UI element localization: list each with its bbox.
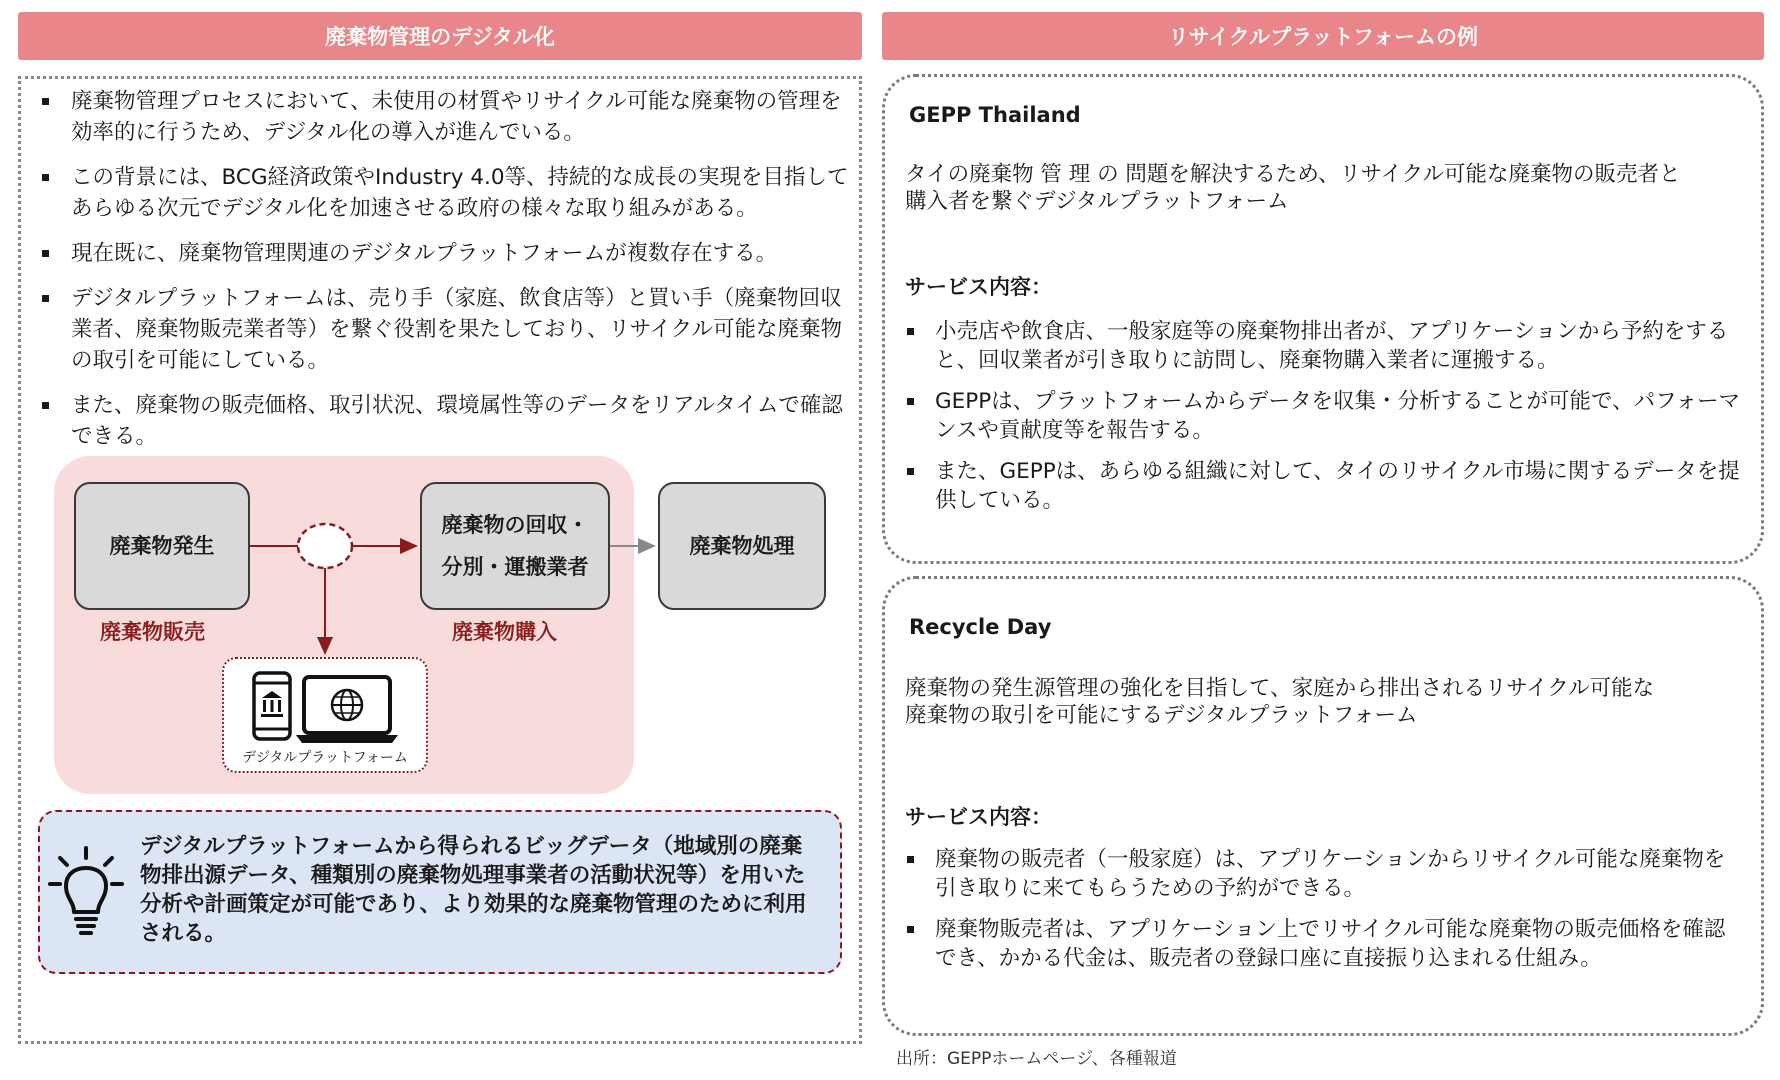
card-recycle-day [882,576,1764,1036]
list-item [905,457,1745,515]
insight-text: デジタルプラットフォームから得られるビッグデータ（地域別の廃棄物排出源データ、種類別の廃棄物処理事業者の活動状況等）を用いた分析や計画策定が可能であり、より効果的な廃棄物管理のために利用される。 [140,834,807,946]
flow-box-label: 廃棄物発生 [109,534,215,558]
right-section-header: リサイクルプラットフォームの例 [882,12,1764,60]
flow-box-label: 廃棄物の回収・ [441,513,589,537]
insight-box [38,810,842,974]
bullet-square-icon [907,926,914,933]
card-description-line: 購入者を繋ぐデジタルプラットフォーム [905,189,1289,214]
bullet-text: 廃棄物管理プロセスにおいて、未使用の材質やリサイクル可能な廃棄物の管理を効率的に行うため、デジタル化の導入が進んでいる。 [71,89,842,145]
flow-box-processing [658,482,826,610]
services-list [905,317,1745,527]
flow-box-collection [420,482,610,610]
list-item [905,845,1745,903]
services-label: サービス内容： [905,805,1052,829]
card-description [905,675,1735,729]
bullet-square-icon [42,250,49,257]
bullet-square-icon [907,856,914,863]
list-item [38,390,858,452]
bullet-square-icon [907,398,914,405]
flow-box-label: 分別・運搬業者 [441,555,589,579]
flow-label-sell: 廃棄物販売 [100,620,205,644]
bullet-square-icon [42,98,49,105]
services-label: サービス内容： [905,275,1052,299]
bullet-square-icon [907,468,914,475]
left-bullet-list [38,86,858,466]
digital-platform-box [222,657,428,773]
card-description-line: 廃棄物の取引を可能にするデジタルプラットフォーム [905,703,1418,728]
bullet-text: また、廃棄物の販売価格、取引状況、環境属性等のデータをリアルタイムで確認できる。 [71,393,843,449]
card-description [905,161,1735,215]
list-item [38,238,858,269]
bullet-square-icon [907,328,914,335]
left-section-header: 廃棄物管理のデジタル化 [18,12,862,60]
list-item [38,162,858,224]
service-text: 廃棄物販売者は、アプリケーション上でリサイクル可能な廃棄物の販売価格を確認でき、かかる代金は、販売者の登録口座に直接振り込まれる仕組み。 [935,917,1726,971]
services-list [905,845,1745,985]
service-text: 小売店や飲食店、一般家庭等の廃棄物排出者が、アプリケーションから予約をすると、回収業者が引き取りに訪問し、廃棄物購入業者に運搬する。 [935,319,1729,373]
card-title: GEPP Thailand [909,103,1081,127]
list-item [905,387,1745,445]
phone-bank-icon [254,673,290,739]
list-item [905,915,1745,973]
bullet-text: デジタルプラットフォームは、売り手（家庭、飲食店等）と買い手（廃棄物回収業者、廃棄物販売業者等）を繋ぐ役割を果たしており、リサイクル可能な廃棄物の取引を可能にしている。 [71,286,842,373]
bullet-text: この背景には、BCG経済政策やIndustry 4.0等、持続的な成長の実現を目指してあらゆる次元でデジタル化を加速させる政府の様々な取り組みがある。 [71,165,849,221]
source-note: 出所：GEPPホームページ、各種報道 [896,1049,1177,1069]
flow-label-buy: 廃棄物購入 [452,620,557,644]
bullet-text: 現在既に、廃棄物管理関連のデジタルプラットフォームが複数存在する。 [71,241,778,266]
bullet-square-icon [42,295,49,302]
card-description-line: 廃棄物の発生源管理の強化を目指して、家庭から排出されるリサイクル可能な [905,676,1655,701]
bullet-square-icon [42,402,49,409]
list-item [905,317,1745,375]
card-gepp-thailand [882,74,1764,564]
card-description-line: タイの廃棄物 管 理 の 問題を解決するため、リサイクル可能な廃棄物の販売者と [905,162,1681,187]
service-text: 廃棄物の販売者（一般家庭）は、アプリケーションからリサイクル可能な廃棄物を引き取りに来てもらうための予約ができる。 [935,847,1726,901]
service-text: また、GEPPは、あらゆる組織に対して、タイのリサイクル市場に関するデータを提供している。 [935,459,1740,513]
device-icons [224,659,430,749]
flow-box-generation [74,482,250,610]
platform-label: デジタルプラットフォーム [242,750,408,766]
card-title: Recycle Day [909,615,1052,639]
flow-box-label: 廃棄物処理 [689,534,795,558]
laptop-globe-icon [296,677,398,743]
lightbulb-icon [46,846,126,946]
list-item [38,283,858,376]
bullet-square-icon [42,174,49,181]
list-item [38,86,858,148]
service-text: GEPPは、プラットフォームからデータを収集・分析することが可能で、パフォーマンスや貢献度等を報告する。 [935,389,1741,443]
